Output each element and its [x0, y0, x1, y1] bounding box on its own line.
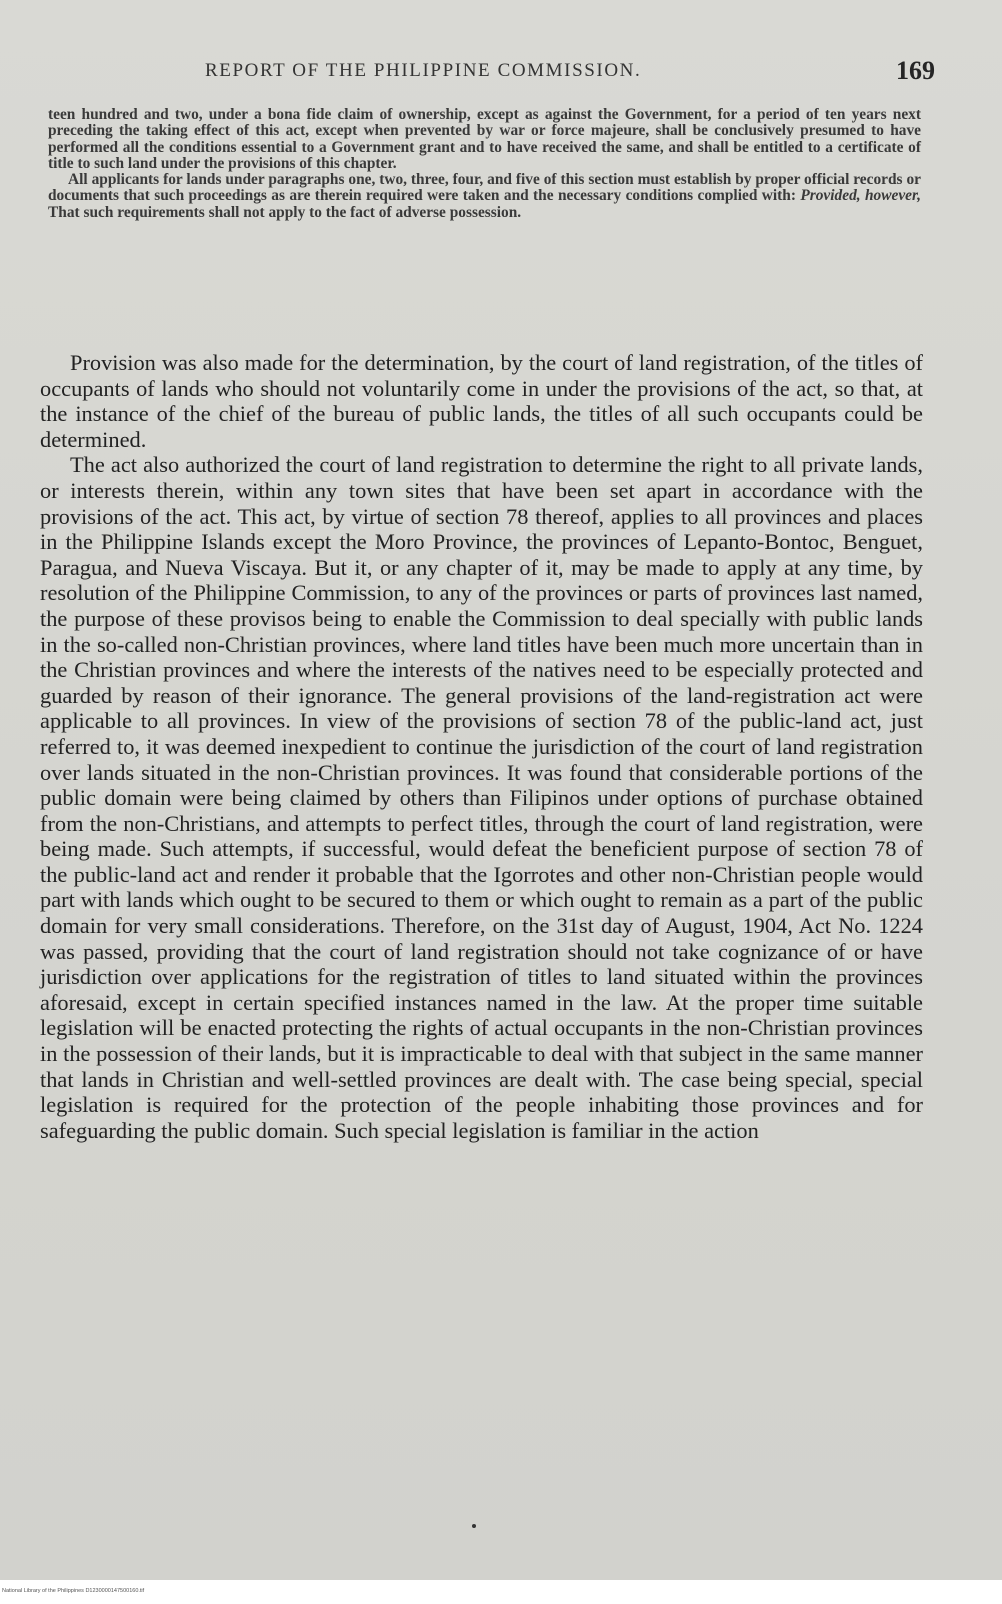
scan-footer	[0, 1580, 1002, 1604]
page-header	[205, 56, 935, 90]
quote-paragraph-2	[48, 172, 921, 221]
page-number: 169	[896, 56, 935, 85]
body-text	[40, 350, 923, 1143]
body-paragraph-2: The act also authorized the court of land registration to determine the right to all private lands, or interests therein, within any town sites that have been set apart in accordance with the provisions of the act. This act, by virtue of section 78 thereof, applies to all provinces and places in the Philippine Islands except the Moro Province, the provinces of Lepanto-Bontoc, Benguet, Paragua, and Nueva Viscaya. But it, or any chapter of it, may be made to apply at any time, by resolution of the Philippine Commission, to any of the provinces or parts of provinces last named, the purpose of these provisos being to enable the Commission to deal specially with public lands in the so-called non-Christian provinces, where land titles have been much more uncertain than in the Christian provinces and where the interests of the natives need to be especially protected and guarded by reason of their ignorance. The general provisions of the land-registration act were applicable to all provinces. In view of the provisions of section 78 of the public-land act, just referred to, it was deemed inexpedient to continue the jurisdiction of the court of land registration over lands situated in the non-Christian provinces. It was found that considerable portions of the public domain were being claimed by others than Filipinos under options of purchase obtained from the non-Christians, and attempts to perfect titles, through the court of land registration, were being made. Such attempts, if successful, would defeat the beneficient purpose of section 78 of the public-land act and render it probable that the Igorrotes and other non-Christian people would part with lands which ought to be secured to them or which ought to remain as a part of the public domain for very small considerations. Therefore, on the 31st day of August, 1904, Act No. 1224 was passed, providing that the court of land registration should not take cognizance of or have jurisdiction over applications for the registration of titles to land situated within the provinces aforesaid, except in certain specified instances named in the law. At the proper time suitable legislation will be enacted protecting the rights of actual occupants in the non-Christian provinces in the possession of their lands, but it is impracticable to deal with that subject in the same manner that lands in Christian and well-settled provinces are dealt with. The case being special, special legislation is required for the protection of the people inhabiting those provinces and for safeguarding the public domain. Such special legislation is familiar in the action	[40, 452, 923, 1143]
stray-dot-mark	[472, 1524, 476, 1528]
quote-paragraph-1: teen hundred and two, under a bona fide claim of ownership, except as against the Government, for a period of ten years next preceding the taking effect of this act, except when prevented by war or force majeure, shall be conclusively presumed to have performed all the conditions essential to a Government grant and to have received the same, and shall be entitled to a certificate of title to such land under the provisions of this chapter.	[48, 106, 921, 172]
quoted-statute	[48, 107, 921, 221]
scan-credit: National Library of the Philippines D1230000147500160.tif	[2, 1588, 145, 1594]
quote-paragraph-2-start: All applicants for lands under paragraphs one, two, three, four, and five of this section must establish by proper official records or documents that such proceedings as are therein required were taken and the necessary conditions complied with:	[48, 171, 921, 205]
quote-paragraph-2-end: That such requirements shall not apply to the fact of adverse possession.	[48, 203, 522, 221]
quote-proviso-italic: Provided, however,	[800, 187, 921, 205]
running-head: REPORT OF THE PHILIPPINE COMMISSION.	[205, 60, 642, 81]
body-paragraph-1: Provision was also made for the determination, by the court of land registration, of the titles of occupants of lands who should not voluntarily come in under the provisions of the act, so that, at the instance of the chief of the bureau of public lands, the titles of all such occupants could be determined.	[40, 350, 923, 452]
